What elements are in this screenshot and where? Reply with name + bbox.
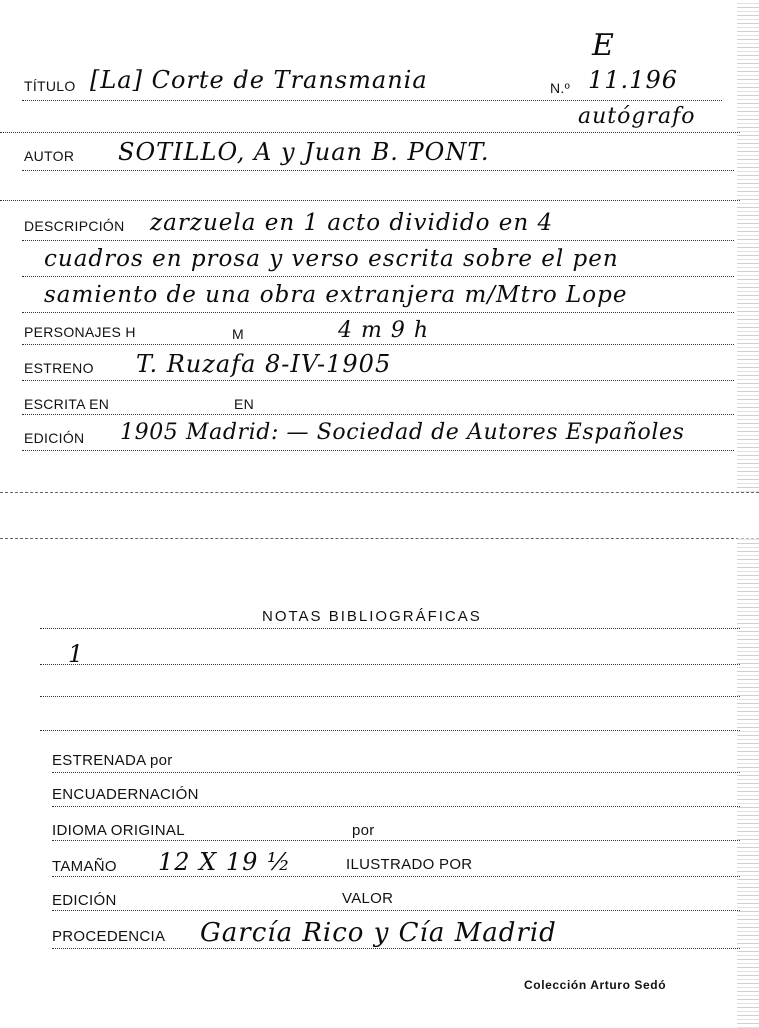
rule-line [0, 132, 740, 133]
card-edge [737, 536, 759, 1028]
tamano-line [52, 876, 740, 877]
estreno-line [22, 380, 734, 381]
letter-mark: E [592, 28, 615, 63]
autografo-note: autógrafo [578, 104, 696, 129]
descripcion-rule-2 [22, 276, 734, 277]
encuadernacion-line [52, 806, 740, 807]
personajes-line [22, 344, 734, 345]
card-edge [737, 0, 759, 492]
tamano-label: TAMAÑO [52, 858, 117, 875]
idioma-line [52, 840, 740, 841]
personajes-value: 4 m 9 h [338, 318, 430, 343]
numero-value: 11.196 [588, 66, 678, 94]
idioma-por-label: por [352, 822, 375, 839]
encuadernacion-label: ENCUADERNACIÓN [52, 786, 199, 803]
autor-label: AUTOR [24, 148, 75, 164]
coleccion-label: Colección Arturo Sedó [524, 978, 667, 992]
personajes-m-label: M [232, 326, 244, 342]
personajes-label: PERSONAJES H [24, 324, 136, 340]
estrenada-label: ESTRENADA por [52, 752, 173, 769]
escrita-label: ESCRITA EN [24, 396, 110, 412]
notas-line-1 [40, 628, 740, 629]
rule-line [0, 200, 740, 201]
edicion2-label: EDICIÓN [52, 892, 117, 909]
escrita-line [22, 414, 734, 415]
descripcion-line2: cuadros en prosa y verso escrita sobre el pen [44, 246, 619, 272]
estreno-label: ESTRENO [24, 360, 94, 376]
valor-label: VALOR [342, 890, 394, 907]
edicion-line [22, 450, 734, 451]
card-separator [0, 492, 759, 493]
notas-line-2 [40, 664, 740, 665]
idioma-label: IDIOMA ORIGINAL [52, 822, 185, 839]
autor-value: SOTILLO, A y Juan B. PONT. [118, 138, 490, 166]
edicion2-line [52, 910, 740, 911]
notas-line-4 [40, 730, 740, 731]
note-mark: 1 [68, 640, 85, 668]
edicion-value: 1905 Madrid: — Sociedad de Autores Españoles [120, 420, 685, 445]
procedencia-value: García Rico y Cía Madrid [200, 918, 557, 948]
estreno-value: T. Ruzafa 8-IV-1905 [136, 350, 392, 378]
en-label: EN [234, 396, 255, 412]
procedencia-line [52, 948, 740, 949]
catalog-card-top [0, 0, 759, 492]
estrenada-line [52, 772, 740, 773]
notas-line-3 [40, 696, 740, 697]
titulo-value: [La] Corte de Transmania [90, 66, 428, 94]
titulo-label: TÍTULO [24, 78, 76, 94]
edicion-label: EDICIÓN [24, 430, 85, 446]
autor-line [22, 170, 734, 171]
titulo-line [22, 100, 722, 101]
catalog-card-bottom [0, 536, 759, 1028]
descripcion-line1: zarzuela en 1 acto dividido en 4 [150, 210, 554, 236]
notas-title: NOTAS BIBLIOGRÁFICAS [262, 608, 482, 625]
descripcion-rule-3 [22, 312, 734, 313]
descripcion-line3: samiento de una obra extranjera m/Mtro Lope [44, 282, 628, 308]
descripcion-label: DESCRIPCIÓN [24, 218, 125, 234]
procedencia-label: PROCEDENCIA [52, 928, 166, 945]
numero-label: N.º [550, 80, 571, 96]
ilustrado-label: ILUSTRADO POR [346, 856, 473, 873]
descripcion-rule-1 [22, 240, 734, 241]
tamano-value: 12 X 19 ½ [158, 848, 292, 876]
